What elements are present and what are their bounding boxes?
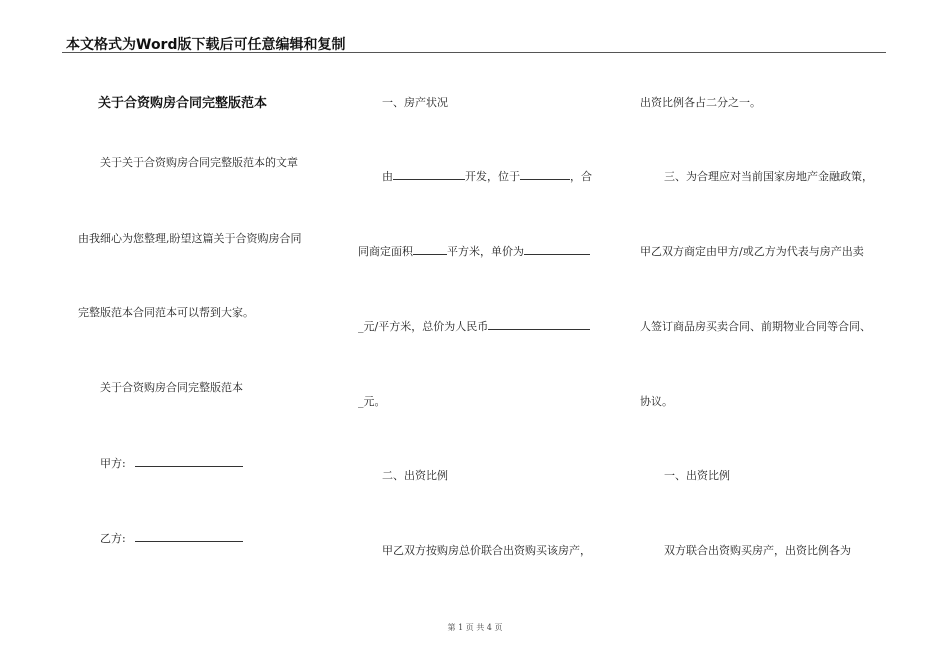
intro-line-2: 由我细心为您整理,盼望这篇关于合资购房合同	[78, 232, 302, 245]
developer-blank	[393, 169, 465, 180]
section-2-text: 甲乙双方按购房总价联合出资购买该房产，	[382, 544, 591, 557]
property-line-2-prefix: 同商定面积	[358, 245, 413, 258]
page-footer: 第 1 页 共 4 页	[447, 623, 503, 632]
location-blank	[520, 169, 570, 180]
property-line-3-prefix: _元/平方米，总价为人民币	[358, 320, 489, 333]
section-1-heading: 一、房产状况	[382, 96, 448, 109]
section-3-line-2: 甲乙双方商定由甲方/或乙方为代表与房产出卖	[640, 245, 864, 258]
section-3-line-1: 三、为合理应对当前国家房地产金融政策，	[664, 170, 873, 183]
area-blank	[413, 244, 447, 255]
property-line-1-prefix: 由	[382, 170, 393, 183]
party-a-label: 甲方:	[100, 457, 126, 470]
property-line-1-middle: 开发，位于	[465, 170, 520, 183]
section-heading-investment: 一、出资比例	[664, 469, 730, 482]
party-a-blank	[135, 456, 243, 467]
document-header-title: 本文格式为Word版下载后可任意编辑和复制	[66, 37, 346, 53]
property-line-2-middle: 平方米，单价为	[447, 245, 524, 258]
property-line-1-suffix: ，合	[570, 170, 592, 183]
header-rule	[62, 52, 886, 53]
intro-line-1: 关于关于合资购房合同完整版范本的文章	[100, 156, 298, 169]
total-price-blank	[488, 319, 590, 330]
section-3-line-3: 人签订商品房买卖合同、前期物业合同等合同、	[640, 320, 871, 333]
section-3-line-4: 协议。	[640, 395, 673, 408]
contract-subtitle: 关于合资购房合同完整版范本	[100, 381, 243, 394]
party-a-row	[100, 455, 243, 471]
property-line-1	[382, 168, 592, 184]
document-title: 关于合资购房合同完整版范本	[98, 96, 268, 111]
ratio-line: 出资比例各占二分之一。	[640, 96, 761, 109]
party-b-blank	[135, 531, 243, 542]
unit-price-blank	[524, 244, 590, 255]
party-b-label: 乙方:	[100, 532, 126, 545]
investment-line: 双方联合出资购买房产，出资比例各为	[664, 544, 851, 557]
section-2-heading: 二、出资比例	[382, 469, 448, 482]
property-line-4: _元。	[358, 395, 386, 408]
property-line-3	[358, 318, 590, 334]
intro-line-3: 完整版范本合同范本可以帮到大家。	[78, 306, 254, 319]
property-line-2	[358, 243, 590, 259]
party-b-row	[100, 530, 243, 546]
